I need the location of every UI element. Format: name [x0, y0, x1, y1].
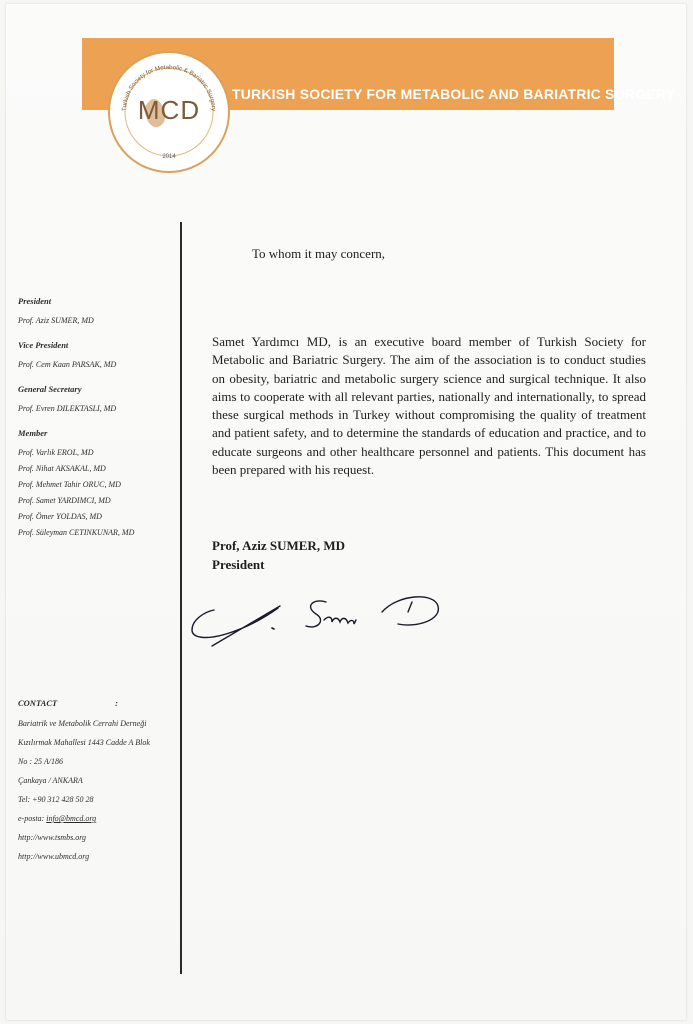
logo-ring-text: Turkish Society for Metabolic & Bariatric Surgery — [120, 63, 218, 112]
board-sidebar — [18, 296, 176, 552]
letter-greeting: To whom it may concern, — [252, 246, 386, 261]
board-group — [18, 296, 176, 326]
handwritten-signature — [186, 584, 446, 654]
contact-heading — [18, 698, 118, 708]
group-title: President — [18, 296, 52, 306]
contact-block — [18, 698, 176, 870]
contact-title: CONTACT — [18, 698, 58, 708]
society-logo — [106, 49, 232, 175]
board-group — [18, 340, 176, 370]
logo-year: 2014 — [162, 154, 176, 160]
contact-separator: : — [115, 698, 118, 708]
signer-title: President — [212, 557, 265, 572]
signature-block — [212, 536, 345, 574]
column-divider — [180, 222, 182, 974]
member-name: Prof. Samet YARDIMCI, MD — [18, 496, 111, 505]
group-title: Member — [18, 428, 48, 438]
member-name: Prof. Varlık EROL, MD — [18, 448, 94, 457]
contact-line: Çankaya / ANKARA — [18, 776, 83, 785]
website-link[interactable]: http://www.tsmbs.org — [18, 833, 87, 842]
letter-body: Samet Yardımcı MD, is an executive board member of Turkish Society for Metabolic and Bariatric Surgery. The aim of the association is to conduct studies on obesity, bariatric and metabolic surgery science and surgical technique. It also aims to cooperate with all relevant parties, nationally and internationally, to spread these surgical methods in Turkey without compromising the quality of treatment and patient safety, and to determine the standards of education and practice, and to educate surgeons and other healthcare personnel and patients. This document has been prepared with his request. — [212, 334, 646, 478]
member-name: Prof. Evren DILEKTASLI, MD — [18, 404, 117, 413]
member-name: Prof. Nihat AKSAKAL, MD — [18, 464, 106, 473]
contact-line: Tel: +90 312 428 50 28 — [18, 795, 94, 804]
group-title: General Secretary — [18, 384, 82, 394]
member-name: Prof. Süleyman CETINKUNAR, MD — [18, 528, 135, 537]
member-name: Prof. Mehmet Tahir ORUC, MD — [18, 480, 121, 489]
board-group — [18, 428, 176, 538]
email-line — [18, 813, 176, 824]
group-title: Vice President — [18, 340, 69, 350]
member-name: Prof. Ömer YOLDAS, MD — [18, 512, 102, 521]
contact-line: Bariatrik ve Metabolik Cerrahi Derneği — [18, 719, 147, 728]
email-label: e-posta: — [18, 814, 47, 823]
email-link[interactable]: info@bmcd.org — [46, 814, 97, 823]
website-link[interactable]: http://www.ubmcd.org — [18, 852, 90, 861]
board-group — [18, 384, 176, 414]
logo-text: MCD — [137, 95, 201, 125]
member-name: Prof. Cem Kaan PARSAK, MD — [18, 360, 117, 369]
contact-line: Kızılırmak Mahallesi 1443 Cadde A Blok — [18, 738, 150, 747]
signer-name: Prof, Aziz SUMER, MD — [212, 538, 345, 553]
organization-name: TURKISH SOCIETY FOR METABOLIC AND BARIATRIC SURGERY — [232, 86, 676, 102]
member-name: Prof. Aziz SUMER, MD — [18, 316, 94, 325]
contact-line: No : 25 A/186 — [18, 757, 63, 766]
